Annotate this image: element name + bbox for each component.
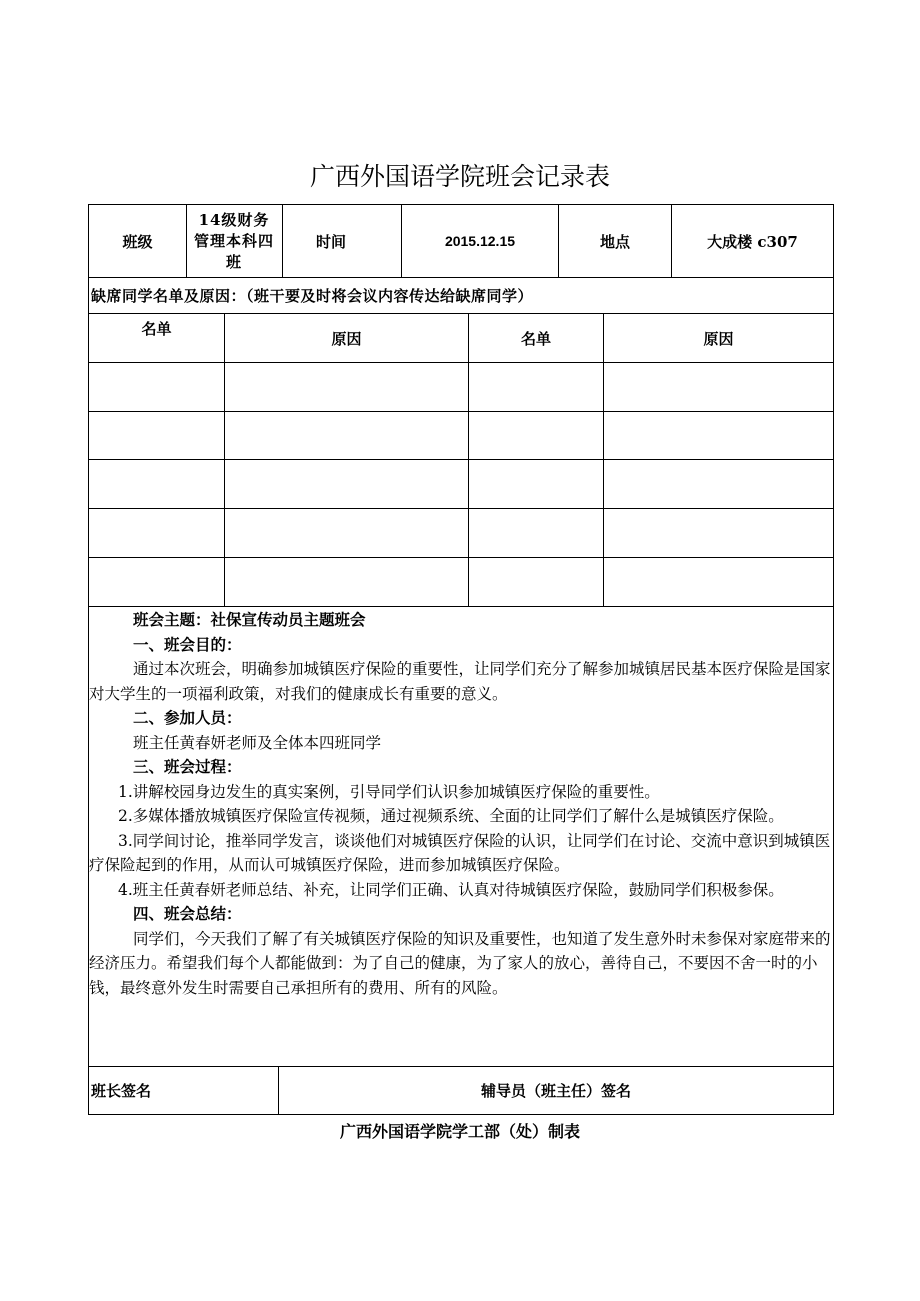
absent-grid-line bbox=[88, 362, 834, 363]
process-item: 3.同学间讨论，推举同学发言，谈谈他们对城镇医疗保险的认识，让同学们在讨论、交流中意识到城镇医疗保险起到的作用，从而认可城镇医疗保险，进而参加城镇医疗保险。 bbox=[89, 831, 831, 874]
purpose-text: 通过本次班会，明确参加城镇医疗保险的重要性，让同学们充分了解参加城镇居民基本医疗保险是国家对大学生的一项福利政策，对我们的健康成长有重要的意义。 bbox=[89, 660, 831, 703]
meeting-content bbox=[89, 608, 834, 1000]
process-item: 2.多媒体播放城镇医疗保险宣传视频，通过视频系统、全面的让同学们了解什么是城镇医疗保险。 bbox=[118, 807, 784, 825]
summary-title: 四、班会总结： bbox=[133, 904, 242, 923]
participants-title: 二、参加人员： bbox=[133, 708, 242, 727]
absent-col-reason: 原因 bbox=[331, 329, 362, 348]
time-label: 时间 bbox=[315, 232, 346, 251]
form-footer: 广西外国语学院学工部（处）制表 bbox=[339, 1122, 580, 1141]
class-label: 班级 bbox=[122, 232, 153, 251]
summary-text: 同学们，今天我们了解了有关城镇医疗保险的知识及重要性，也知道了发生意外时未参保对家庭带来的经济压力。希望我们每个人都能做到：为了自己的健康，为了家人的放心，善待自己，不要因不舍一时的小钱，最终意外发生时需要自己承担所有的费用、所有的风险。 bbox=[89, 929, 831, 997]
absent-col-name: 名单 bbox=[141, 319, 172, 338]
purpose-title: 一、班会目的： bbox=[133, 634, 242, 654]
absent-col-name-2: 名单 bbox=[520, 329, 551, 348]
meeting-theme: 班会主题：社保宣传动员主题班会 bbox=[133, 610, 366, 629]
advisor-signature-label: 辅导员（班主任）签名 bbox=[480, 1082, 631, 1100]
table-bottom-border bbox=[88, 1114, 834, 1115]
form-title: 广西外国语学院班会记录表 bbox=[309, 162, 610, 191]
absent-grid-line bbox=[88, 459, 834, 460]
monitor-signature-label: 班长签名 bbox=[91, 1082, 152, 1100]
absent-grid-line bbox=[88, 411, 834, 412]
place-label: 地点 bbox=[599, 232, 630, 251]
place-value: 大成楼 c307 bbox=[707, 232, 798, 251]
absent-col-reason-2: 原因 bbox=[703, 329, 734, 348]
process-item: 1.讲解校园身边发生的真实案例，引导同学们认识参加城镇医疗保险的重要性。 bbox=[118, 782, 660, 801]
process-item: 4.班主任黄春妍老师总结、补充，让同学们正确、认真对待城镇医疗保险，鼓励同学们积极参保。 bbox=[118, 880, 784, 899]
time-value: 2015.12.15 bbox=[444, 233, 516, 249]
info-divider bbox=[186, 204, 187, 277]
absent-grid-line bbox=[88, 508, 834, 509]
class-value: 14级财务管理本科四班 bbox=[193, 210, 274, 271]
absent-grid-bottom-border bbox=[88, 606, 834, 607]
process-title: 三、班会过程： bbox=[133, 757, 242, 776]
absent-grid-line bbox=[88, 557, 834, 558]
participants-text: 班主任黄春妍老师及全体本四班同学 bbox=[133, 733, 382, 752]
absent-header: 缺席同学名单及原因：（班干要及时将会议内容传达给缺席同学） bbox=[91, 287, 534, 305]
